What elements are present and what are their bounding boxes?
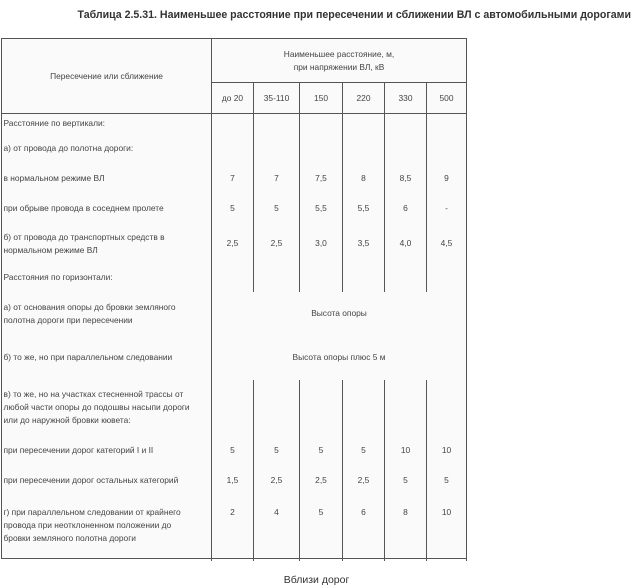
row-label-line: провода при неотклоненном положении до: [3, 519, 172, 530]
table-row: [2, 134, 467, 164]
table-cell: 3,5: [343, 224, 385, 264]
caption: Вблизи дорог: [283, 574, 350, 586]
table-cell: 2,5: [254, 224, 300, 264]
table-cell: 5: [212, 194, 254, 224]
table-cell: 4: [254, 496, 300, 561]
row-label: Расстояния по горизонтали:: [2, 264, 212, 292]
row-label: а) от провода до полотна дороги:: [2, 134, 212, 164]
header-group: [212, 39, 467, 83]
table-cell: 4,0: [385, 224, 427, 264]
header-voltage: 35-110: [254, 83, 300, 114]
row-label: при пересечении дорог остальных категорий: [2, 466, 212, 496]
table-cell: 2,5: [300, 466, 343, 496]
header-voltage: 500: [427, 83, 467, 114]
table-cell: 5,5: [300, 194, 343, 224]
table-cell: 5: [254, 194, 300, 224]
table-row: [2, 164, 467, 194]
row-label-line: г) при параллельном следовании от крайнего: [3, 506, 181, 517]
table-row: [2, 436, 467, 466]
table-cell: 6: [343, 496, 385, 561]
table-cell: 5: [212, 436, 254, 466]
table-row: [2, 292, 467, 336]
table-cell: 2,5: [212, 224, 254, 264]
row-label-line: нормальном режиме ВЛ: [3, 244, 98, 255]
table-cell: 8: [343, 164, 385, 194]
table-cell: 7: [254, 164, 300, 194]
table-cell: 5: [300, 436, 343, 466]
table-cell: 10: [427, 436, 467, 466]
table-row: [2, 496, 467, 561]
row-label-line: в) то же, но на участках стесненной трассы от: [3, 389, 184, 399]
row-label: [2, 496, 212, 561]
span-cell: Высота опоры: [212, 292, 467, 336]
table-cell: 7,5: [300, 164, 343, 194]
row-label: б) то же, но при параллельном следовании: [2, 336, 212, 380]
table-row: [2, 114, 467, 134]
table-cell: 7: [212, 164, 254, 194]
table-row: [2, 194, 467, 224]
header-group-line2: при напряжении ВЛ, кВ: [293, 61, 385, 72]
span-cell: Высота опоры плюс 5 м: [212, 336, 467, 380]
table-row: [2, 224, 467, 264]
table-cell: 5: [343, 436, 385, 466]
row-label-line: а) от основания опоры до бровки земляного: [3, 301, 176, 312]
table-cell: 5: [385, 466, 427, 496]
row-label: при пересечении дорог категорий I и II: [2, 436, 212, 466]
table-cell: 5: [254, 436, 300, 466]
table-cell: 9: [427, 164, 467, 194]
table-cell: 1,5: [212, 466, 254, 496]
row-label: [2, 292, 212, 336]
header-row-label: Пересечение или сближение: [2, 39, 212, 114]
table-row: [2, 264, 467, 292]
table-cell: 5: [427, 466, 467, 496]
table-cell: 2,5: [343, 466, 385, 496]
row-label-line: любой части опоры до подошвы насыпи дороги: [3, 402, 190, 412]
row-label-line: б) от провода до транспортных средств в: [3, 231, 165, 242]
row-label: Расстояние по вертикали:: [2, 114, 212, 134]
table-cell: 4,5: [427, 224, 467, 264]
row-label: при обрыве провода в соседнем пролете: [2, 194, 212, 224]
header-voltage: до 20: [212, 83, 254, 114]
header-group-line1: Наименьшее расстояние, м,: [283, 48, 395, 59]
header-voltage: 330: [385, 83, 427, 114]
table-cell: -: [427, 194, 467, 224]
table-row: [2, 380, 467, 436]
table-cell: 5: [300, 496, 343, 561]
table-cell: 10: [427, 496, 467, 561]
row-label: [2, 224, 212, 264]
table-title: Таблица 2.5.31. Наименьшее расстояние при пересечении и сближении ВЛ с автомобильными дорогами: [77, 9, 631, 21]
table-cell: 3,0: [300, 224, 343, 264]
header-voltage: 220: [343, 83, 385, 114]
table-cell: 2,5: [254, 466, 300, 496]
row-label: в нормальном режиме ВЛ: [2, 164, 212, 194]
row-label-line: полотна дороги при пересечении: [3, 314, 133, 325]
row-label: [2, 380, 212, 436]
row-label-line: или до наружной бровки кювета:: [3, 415, 131, 425]
table-cell: 10: [385, 436, 427, 466]
table-cell: 5,5: [343, 194, 385, 224]
table-row: [2, 336, 467, 380]
table-cell: 2: [212, 496, 254, 561]
header-voltage: 150: [300, 83, 343, 114]
distance-table: [1, 38, 467, 561]
row-label-line: бровки земляного полотна дороги: [3, 532, 136, 543]
table-cell: 8: [385, 496, 427, 561]
table-cell: 8,5: [385, 164, 427, 194]
table-cell: 6: [385, 194, 427, 224]
table-row: [2, 466, 467, 496]
